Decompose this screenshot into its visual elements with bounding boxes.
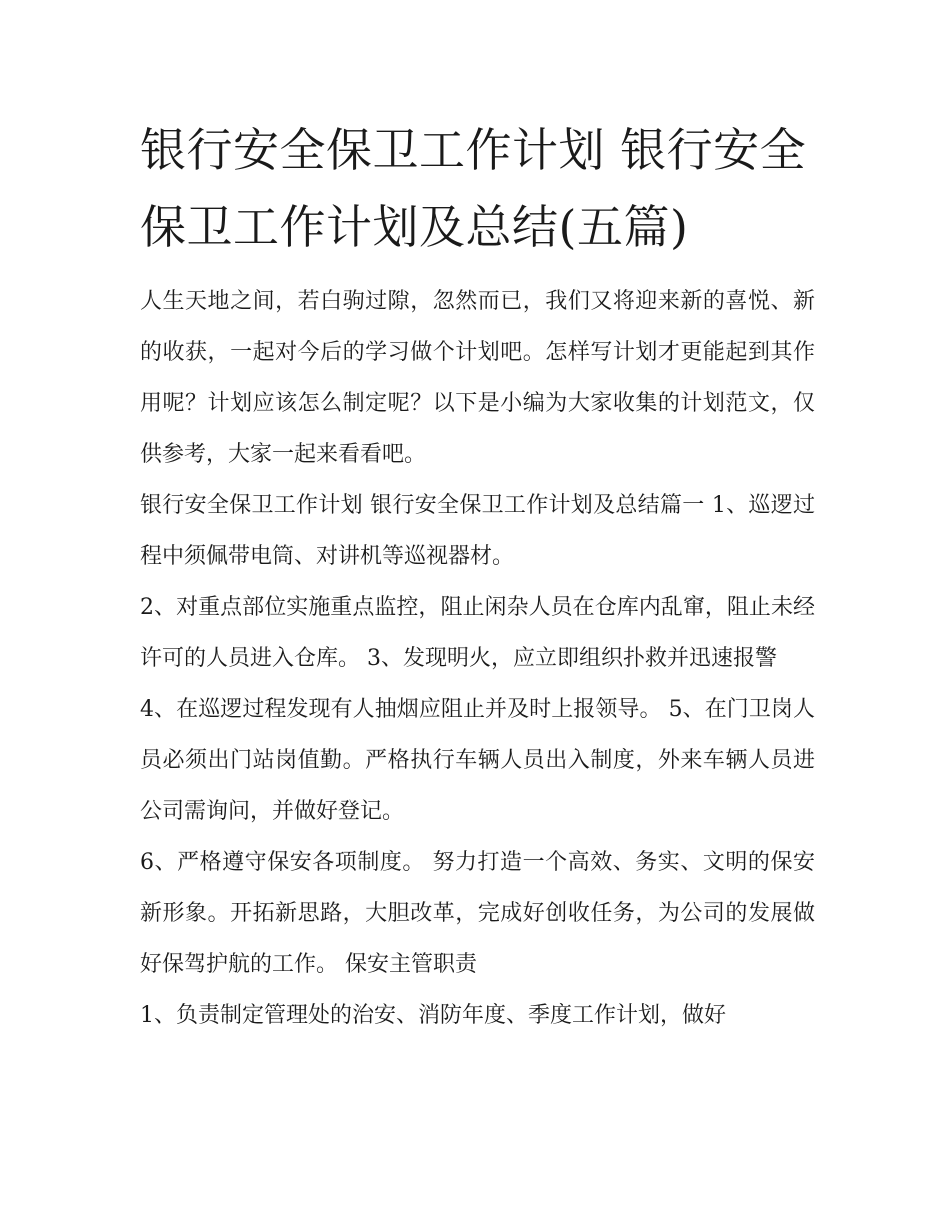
paragraph-section-one: 银行安全保卫工作计划 银行安全保卫工作计划及总结篇一 1、巡逻过程中须佩带电筒、对讲机等巡视器材。 xyxy=(140,493,815,569)
document-page xyxy=(140,112,815,1041)
document-body xyxy=(140,276,815,1041)
paragraph-item-4-5: 4、在巡逻过程发现有人抽烟应阻止并及时上报领导。 5、在门卫岗人员必须出门站岗值勤。严格执行车辆人员出入制度，外来车辆人员进公司需询问，并做好登记。 xyxy=(140,697,815,824)
paragraph-item-6: 6、严格遵守保安各项制度。 努力打造一个高效、务实、文明的保安新形象。开拓新思路，大胆改革，完成好创收任务，为公司的发展做好保驾护航的工作。 保安主管职责 xyxy=(140,850,815,977)
paragraph-duty-1: 1、负责制定管理处的治安、消防年度、季度工作计划，做好 xyxy=(140,1003,726,1028)
document-title: 银行安全保卫工作计划 银行安全保卫工作计划及总结(五篇) xyxy=(140,123,807,254)
paragraph-item-2-3: 2、对重点部位实施重点监控，阻止闲杂人员在仓库内乱窜，阻止未经许可的人员进入仓库。 3、发现明火，应立即组织扑救并迅速报警 xyxy=(140,595,815,671)
paragraph-intro: 人生天地之间，若白驹过隙，忽然而已，我们又将迎来新的喜悦、新的收获，一起对今后的学习做个计划吧。怎样写计划才更能起到其作用呢？计划应该怎么制定呢？以下是小编为大家收集的计划范文，仅供参考，大家一起来看看吧。 xyxy=(140,289,815,467)
